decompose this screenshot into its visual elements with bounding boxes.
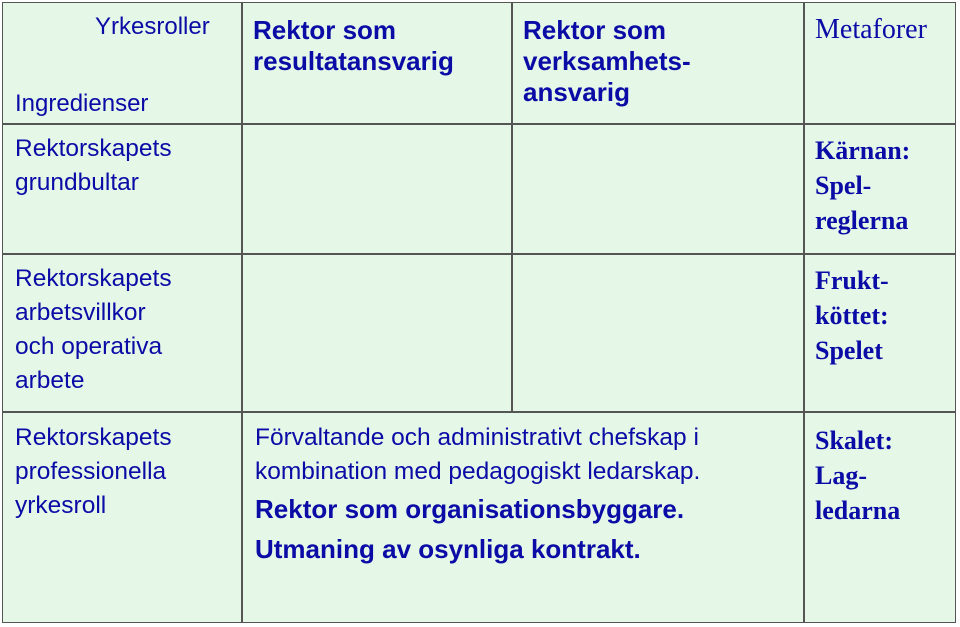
label-line: Rektorskapets bbox=[15, 265, 172, 292]
column-header-verksamhetsansvarig bbox=[523, 15, 691, 108]
metaphor-line: reglerna bbox=[815, 206, 909, 235]
metaphor-line: Lag- bbox=[815, 461, 867, 490]
header-line: ansvarig bbox=[523, 77, 630, 107]
grid-line bbox=[803, 3, 805, 622]
grid-line bbox=[3, 411, 955, 413]
metaphor-line: Spel- bbox=[815, 171, 872, 200]
label-line: professionella bbox=[15, 458, 167, 485]
row-label-arbetsvillkor bbox=[15, 262, 172, 398]
label-line: arbete bbox=[15, 367, 85, 394]
metaphor-line: Skalet: bbox=[815, 426, 893, 455]
corner-header-bottom: Ingredienser bbox=[15, 90, 149, 117]
metaphor-line: ledarna bbox=[815, 496, 901, 525]
label-line: Rektorskapets bbox=[15, 424, 172, 451]
row-label-professionella bbox=[15, 421, 172, 523]
matrix-table bbox=[2, 2, 956, 623]
metaphor-line: Kärnan: bbox=[815, 136, 911, 165]
metaphor-skalet bbox=[815, 423, 900, 528]
label-line: grundbultar bbox=[15, 169, 139, 196]
content-professionell-yrkesroll bbox=[255, 421, 700, 569]
label-line: och operativa bbox=[15, 333, 163, 360]
row-label-grundbultar bbox=[15, 132, 172, 200]
metaphor-line: Frukt- bbox=[815, 266, 889, 295]
content-line: Förvaltande och administrativt chefskap i bbox=[255, 424, 699, 451]
metaphor-line: Spelet bbox=[815, 336, 883, 365]
metaphor-karnan bbox=[815, 133, 910, 238]
grid-line bbox=[241, 3, 243, 622]
column-header-metaforer: Metaforer bbox=[815, 14, 927, 45]
header-line: Rektor som bbox=[523, 15, 667, 45]
corner-header-top: Yrkesroller bbox=[95, 13, 210, 40]
content-line: kombination med pedagogiskt ledarskap. bbox=[255, 458, 701, 485]
content-line: Rektor som organisationsbyggare. bbox=[255, 494, 685, 524]
label-line: Rektorskapets bbox=[15, 135, 172, 162]
label-line: yrkesroll bbox=[15, 492, 107, 519]
header-line: Rektor som bbox=[253, 15, 397, 45]
metaphor-fruktkottet bbox=[815, 263, 889, 368]
grid-line bbox=[511, 3, 513, 411]
column-header-resultatansvarig bbox=[253, 15, 454, 77]
label-line: arbetsvillkor bbox=[15, 299, 146, 326]
header-line: resultatansvarig bbox=[253, 46, 454, 76]
content-line: Utmaning av osynliga kontrakt. bbox=[255, 534, 641, 564]
grid-line bbox=[3, 123, 955, 125]
grid-line bbox=[3, 253, 955, 255]
header-line: verksamhets- bbox=[523, 46, 691, 76]
metaphor-line: köttet: bbox=[815, 301, 889, 330]
